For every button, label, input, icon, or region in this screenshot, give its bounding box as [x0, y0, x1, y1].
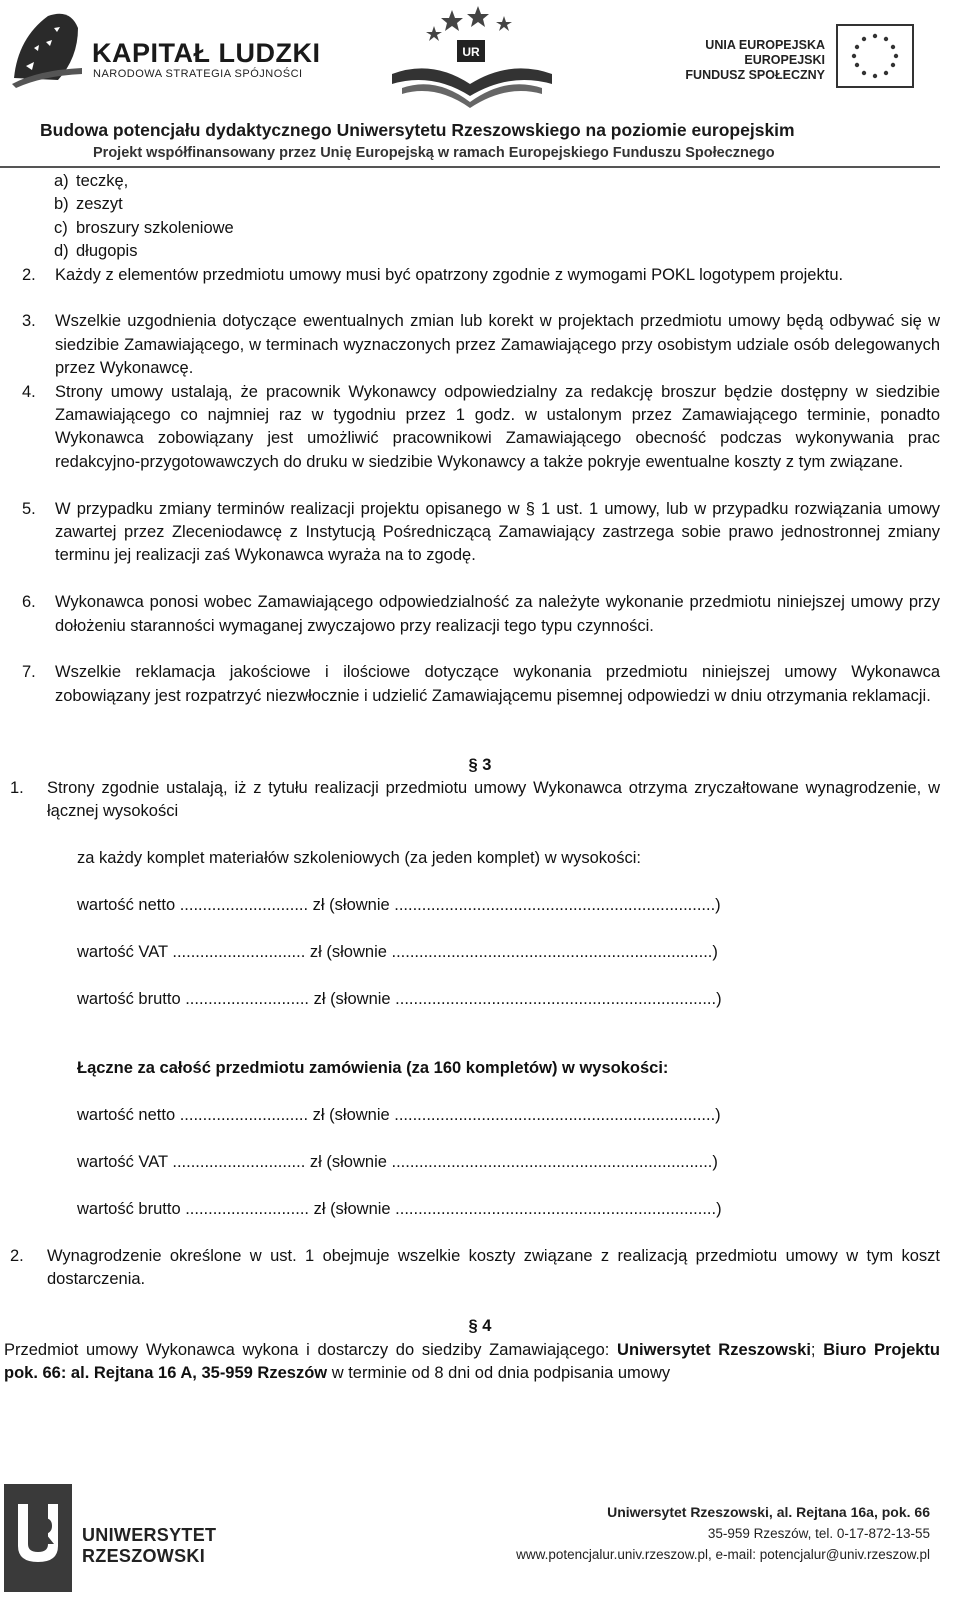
svg-text:UR: UR [462, 45, 480, 59]
kl-subtitle: NARODOWA STRATEGIA SPÓJNOŚCI [93, 68, 303, 80]
kapital-ludzki-logo-icon [8, 8, 84, 90]
section2-item-7: 7. Wszelkie reklamacja jakościowe i ilościowe dotyczące wykonania przedmiotu niniejszej umowy Wykonawca zobowiązany jest rozpatrzyć niezwłocznie i udzielić Zamawiającemu pisemnej odpowiedzi w dniu otrzymania reklamacji. [22, 663, 940, 705]
footer-address [516, 1502, 930, 1565]
per-set-vat-line: wartość VAT ............................. zł (słownie ......................................................................) [77, 943, 718, 961]
section4-paragraph: Przedmiot umowy Wykonawca wykona i dostarczy do siedziby Zamawiającego: Uniwersytet Rzeszowski; Biuro Projektu pok. 66: al. Rejtana 16 A, 35-959 Rzeszów w terminie od 8 dni od dnia podpisania umowy [4, 1341, 941, 1383]
footer-address-line-3: www.potencjalur.univ.rzeszow.pl, e-mail: potencjalur@univ.rzeszow.pl [516, 1547, 930, 1562]
ue-line-2: EUROPEJSKI [744, 53, 825, 67]
project-title: Budowa potencjału dydaktycznego Uniwersytetu Rzeszowskiego na poziomie europejskim [40, 120, 795, 140]
header-divider [0, 166, 940, 168]
section2-item-6: 6. Wykonawca ponosi wobec Zamawiającego odpowiedzialność za należyte wykonanie przedmiotu niniejszej umowy przy dołożeniu staranności wymaganej zwyczajowo przy realizacji tego typu czynności. [22, 593, 940, 635]
section2-item-5: 5. W przypadku zmiany terminów realizacji projektu opisanego w § 1 ust. 1 umowy, lub w przypadku rozwiązania umowy zawartej przez Zleceniodawcę z Instytucją Pośredniczącą Zamawiający zastrzega sobie prawo jednostronnej zmiany terminu jej realizacji zaś Wykonawca wyraża na to zgodę. [22, 499, 940, 565]
footer-address-line-2: 35-959 Rzeszów, tel. 0-17-872-13-55 [707, 1526, 930, 1541]
project-subtitle: Projekt współfinansowany przez Unię Europejską w ramach Europejskiego Funduszu Społecznego [93, 145, 775, 161]
eu-flag-icon [836, 24, 914, 88]
section4-bold-university: Uniwersytet Rzeszowski [617, 1341, 811, 1359]
ue-line-1: UNIA EUROPEJSKA [705, 38, 825, 52]
total-brutto-line: wartość brutto ........................... zł (słownie ......................................................................) [77, 1200, 722, 1218]
ue-line-3: FUNDUSZ SPOŁECZNY [685, 68, 825, 82]
university-logo-icon [4, 1484, 72, 1592]
section4-bold-address: Biuro Projektu pok. 66: al. Rejtana 16 A, 35-959 Rzeszów [4, 1341, 941, 1383]
total-label: Łączne za całość przedmiotu zamówienia (za 160 kompletów) w wysokości: [77, 1059, 669, 1077]
footer-address-line-1: Uniwersytet Rzeszowski, al. Rejtana 16a, pok. 66 [607, 1504, 930, 1520]
per-set-label: za każdy komplet materiałów szkoleniowych (za jeden komplet) w wysokości: [77, 849, 641, 867]
university-name: UNIWERSYTET RZESZOWSKI [82, 1525, 217, 1566]
section2-item-4: 4. Strony umowy ustalają, że pracownik Wykonawcy odpowiedzialny za redakcję broszur będzie dostępny w siedzibie Zamawiającego co najmniej raz w tygodniu przez 1 godz. w ustalonym przez Zamawiającego terminie, ponadto Wykonawca zobowiązany jest umożliwić pracownikowi Zamawiającego obecność podczas wykonywania prac redakcyjno-przygotowawczych do druku w siedzibie Wykonawcy a także pokryje ewentualne koszty z tym związane. [22, 382, 940, 471]
section3-item-1: 1. Strony zgodnie ustalają, iż z tytułu realizacji przedmiotu umowy Wykonawca otrzyma zryczałtowane wynagrodzenie, w łącznej wysokości [10, 779, 940, 821]
section2-item-3: 3. Wszelkie uzgodnienia dotyczące ewentualnych zmian lub korekt w projektach przedmiotu umowy będą odbywać się w siedzibie Zamawiającego, w terminach wyznaczonych przez Zamawiającego przy osobistym udziale osób delegowanych przez Wykonawcę. [22, 312, 940, 378]
kl-title: KAPITAŁ LUDZKI [92, 38, 321, 68]
section4-heading: § 4 [468, 1317, 492, 1335]
book-with-stars-logo-icon [382, 4, 562, 114]
total-netto-line: wartość netto ............................ zł (słownie ......................................................................) [77, 1106, 721, 1124]
page-footer [0, 1480, 960, 1597]
ue-text-block [685, 38, 825, 83]
per-set-netto-line: wartość netto ............................ zł (słownie ......................................................................) [77, 896, 721, 914]
section3-heading: § 3 [468, 756, 492, 774]
total-vat-line: wartość VAT ............................. zł (słownie ......................................................................) [77, 1153, 718, 1171]
per-set-brutto-line: wartość brutto ........................... zł (słownie ......................................................................) [77, 990, 722, 1008]
section2-item-2: 2. Każdy z elementów przedmiotu umowy musi być opatrzony zgodnie z wymogami POKL logotypem projektu. [22, 265, 844, 284]
section3-item-2: 2. Wynagrodzenie określone w ust. 1 obejmuje wszelkie koszty związane z realizacją przedmiotu umowy w tym koszt dostarczenia. [10, 1247, 940, 1289]
page-header [0, 0, 960, 170]
